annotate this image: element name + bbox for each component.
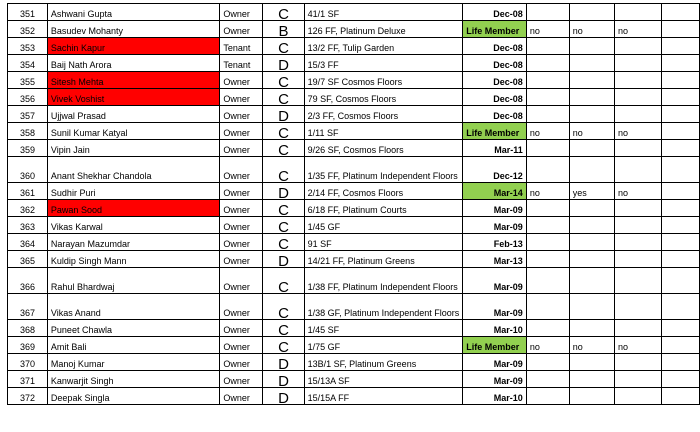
member-since-cell: Mar-10 <box>463 388 527 405</box>
member-since-cell: Mar-14 <box>463 183 527 200</box>
member-number-cell: 353 <box>8 38 48 55</box>
member-flag-2-cell <box>569 268 614 294</box>
member-flag-2-cell <box>569 55 614 72</box>
member-name-cell: Kanwarjit Singh <box>47 371 219 388</box>
member-flag-2-cell <box>569 38 614 55</box>
member-extra-cell <box>661 140 699 157</box>
member-address-cell: 2/3 FF, Cosmos Floors <box>304 106 463 123</box>
member-since-cell: Dec-08 <box>463 72 527 89</box>
member-number-cell: 361 <box>8 183 48 200</box>
member-status-cell: Owner <box>220 89 263 106</box>
table-row <box>8 157 700 183</box>
member-number-cell: 360 <box>8 157 48 183</box>
member-flag-2-cell: no <box>569 337 614 354</box>
table-row <box>8 183 700 200</box>
table-row <box>8 89 700 106</box>
member-number-cell: 370 <box>8 354 48 371</box>
member-since-cell: Life Member <box>463 21 527 38</box>
member-status-cell: Owner <box>220 251 263 268</box>
member-category-cell: C <box>263 320 304 337</box>
member-status-cell: Owner <box>220 157 263 183</box>
table-row <box>8 337 700 354</box>
member-status-cell: Owner <box>220 217 263 234</box>
member-since-cell: Mar-09 <box>463 371 527 388</box>
table-body <box>8 4 700 405</box>
member-flag-3-cell: no <box>614 123 661 140</box>
member-flag-1-cell <box>526 234 569 251</box>
member-status-cell: Owner <box>220 200 263 217</box>
table-row <box>8 38 700 55</box>
member-since-cell: Dec-08 <box>463 106 527 123</box>
member-flag-2-cell <box>569 200 614 217</box>
member-flag-3-cell: no <box>614 21 661 38</box>
member-flag-3-cell: no <box>614 337 661 354</box>
member-category-cell: C <box>263 217 304 234</box>
member-address-cell: 13/2 FF, Tulip Garden <box>304 38 463 55</box>
member-number-cell: 364 <box>8 234 48 251</box>
member-category-cell: C <box>263 72 304 89</box>
member-address-cell: 15/13A SF <box>304 371 463 388</box>
member-since-cell: Life Member <box>463 123 527 140</box>
member-status-cell: Owner <box>220 234 263 251</box>
member-status-cell: Owner <box>220 123 263 140</box>
member-flag-3-cell <box>614 157 661 183</box>
member-status-cell: Owner <box>220 106 263 123</box>
member-status-cell: Owner <box>220 320 263 337</box>
member-category-cell: D <box>263 251 304 268</box>
member-flag-3-cell <box>614 89 661 106</box>
member-flag-1-cell <box>526 388 569 405</box>
member-flag-2-cell <box>569 234 614 251</box>
member-name-cell: Sudhir Puri <box>47 183 219 200</box>
member-flag-2-cell <box>569 354 614 371</box>
member-flag-1-cell <box>526 106 569 123</box>
member-address-cell: 15/3 FF <box>304 55 463 72</box>
member-flag-3-cell <box>614 234 661 251</box>
member-since-cell: Feb-13 <box>463 234 527 251</box>
member-flag-1-cell <box>526 354 569 371</box>
table-row <box>8 55 700 72</box>
member-name-cell: Kuldip Singh Mann <box>47 251 219 268</box>
member-flag-1-cell <box>526 200 569 217</box>
member-address-cell: 1/38 GF, Platinum Independent Floors <box>304 294 463 320</box>
member-flag-3-cell <box>614 106 661 123</box>
member-flag-3-cell <box>614 251 661 268</box>
member-since-cell: Mar-13 <box>463 251 527 268</box>
member-extra-cell <box>661 4 699 21</box>
member-status-cell: Owner <box>220 21 263 38</box>
member-address-cell: 1/35 FF, Platinum Independent Floors <box>304 157 463 183</box>
member-status-cell: Owner <box>220 72 263 89</box>
member-number-cell: 354 <box>8 55 48 72</box>
member-since-cell: Mar-09 <box>463 294 527 320</box>
member-category-cell: B <box>263 21 304 38</box>
member-category-cell: C <box>263 123 304 140</box>
table-row <box>8 388 700 405</box>
member-flag-1-cell <box>526 217 569 234</box>
member-flag-2-cell: no <box>569 123 614 140</box>
table-row <box>8 106 700 123</box>
member-since-cell: Mar-09 <box>463 200 527 217</box>
member-flag-1-cell <box>526 72 569 89</box>
member-status-cell: Tenant <box>220 55 263 72</box>
member-extra-cell <box>661 38 699 55</box>
member-name-cell: Rahul Bhardwaj <box>47 268 219 294</box>
member-name-cell: Deepak Singla <box>47 388 219 405</box>
member-status-cell: Owner <box>220 388 263 405</box>
member-flag-2-cell <box>569 106 614 123</box>
member-number-cell: 368 <box>8 320 48 337</box>
member-flag-3-cell <box>614 354 661 371</box>
member-status-cell: Owner <box>220 268 263 294</box>
table-row <box>8 251 700 268</box>
member-flag-2-cell <box>569 388 614 405</box>
member-address-cell: 1/11 SF <box>304 123 463 140</box>
member-flag-2-cell <box>569 320 614 337</box>
member-address-cell: 19/7 SF Cosmos Floors <box>304 72 463 89</box>
member-flag-1-cell <box>526 371 569 388</box>
member-flag-2-cell <box>569 140 614 157</box>
member-flag-3-cell <box>614 38 661 55</box>
member-extra-cell <box>661 55 699 72</box>
member-flag-3-cell <box>614 388 661 405</box>
member-name-cell: Vikas Anand <box>47 294 219 320</box>
member-since-cell: Mar-10 <box>463 320 527 337</box>
table-row <box>8 4 700 21</box>
member-flag-3-cell <box>614 371 661 388</box>
member-category-cell: C <box>263 157 304 183</box>
member-name-cell: Vipin Jain <box>47 140 219 157</box>
member-flag-2-cell <box>569 72 614 89</box>
member-name-cell: Ashwani Gupta <box>47 4 219 21</box>
member-number-cell: 357 <box>8 106 48 123</box>
member-flag-2-cell <box>569 89 614 106</box>
member-name-cell: Ujjwal Prasad <box>47 106 219 123</box>
member-flag-2-cell <box>569 217 614 234</box>
member-flag-2-cell: yes <box>569 183 614 200</box>
member-status-cell: Owner <box>220 140 263 157</box>
member-flag-2-cell <box>569 294 614 320</box>
member-flag-1-cell: no <box>526 183 569 200</box>
member-flag-3-cell <box>614 217 661 234</box>
member-extra-cell <box>661 123 699 140</box>
member-flag-2-cell <box>569 4 614 21</box>
table-row <box>8 354 700 371</box>
member-category-cell: C <box>263 234 304 251</box>
member-extra-cell <box>661 89 699 106</box>
member-number-cell: 352 <box>8 21 48 38</box>
member-flag-1-cell <box>526 38 569 55</box>
member-since-cell: Mar-09 <box>463 217 527 234</box>
member-status-cell: Owner <box>220 371 263 388</box>
table-row <box>8 200 700 217</box>
member-name-cell: Manoj Kumar <box>47 354 219 371</box>
members-table <box>7 3 700 405</box>
member-since-cell: Mar-09 <box>463 268 527 294</box>
member-flag-1-cell <box>526 294 569 320</box>
member-category-cell: D <box>263 55 304 72</box>
member-extra-cell <box>661 72 699 89</box>
member-since-cell: Mar-09 <box>463 354 527 371</box>
member-flag-1-cell <box>526 268 569 294</box>
member-flag-3-cell <box>614 140 661 157</box>
member-extra-cell <box>661 21 699 38</box>
member-number-cell: 371 <box>8 371 48 388</box>
member-number-cell: 358 <box>8 123 48 140</box>
member-address-cell: 1/45 SF <box>304 320 463 337</box>
member-flag-1-cell: no <box>526 337 569 354</box>
table-row <box>8 320 700 337</box>
member-number-cell: 366 <box>8 268 48 294</box>
table-row <box>8 234 700 251</box>
member-number-cell: 362 <box>8 200 48 217</box>
member-number-cell: 363 <box>8 217 48 234</box>
member-number-cell: 359 <box>8 140 48 157</box>
member-extra-cell <box>661 217 699 234</box>
member-name-cell: Sitesh Mehta <box>47 72 219 89</box>
member-flag-2-cell <box>569 251 614 268</box>
member-address-cell: 1/38 FF, Platinum Independent Floors <box>304 268 463 294</box>
member-extra-cell <box>661 388 699 405</box>
member-number-cell: 372 <box>8 388 48 405</box>
table-row <box>8 268 700 294</box>
member-extra-cell <box>661 157 699 183</box>
member-name-cell: Sachin Kapur <box>47 38 219 55</box>
member-address-cell: 91 SF <box>304 234 463 251</box>
member-number-cell: 351 <box>8 4 48 21</box>
table-row <box>8 371 700 388</box>
table-row <box>8 21 700 38</box>
member-since-cell: Dec-08 <box>463 89 527 106</box>
member-address-cell: 79 SF, Cosmos Floors <box>304 89 463 106</box>
table-row <box>8 217 700 234</box>
member-since-cell: Dec-12 <box>463 157 527 183</box>
member-flag-1-cell <box>526 55 569 72</box>
member-flag-3-cell <box>614 55 661 72</box>
member-flag-1-cell: no <box>526 123 569 140</box>
member-address-cell: 2/14 FF, Cosmos Floors <box>304 183 463 200</box>
member-extra-cell <box>661 371 699 388</box>
member-address-cell: 9/26 SF, Cosmos Floors <box>304 140 463 157</box>
member-address-cell: 1/45 GF <box>304 217 463 234</box>
member-extra-cell <box>661 183 699 200</box>
member-since-cell: Life Member <box>463 337 527 354</box>
member-name-cell: Anant Shekhar Chandola <box>47 157 219 183</box>
member-flag-1-cell <box>526 89 569 106</box>
member-name-cell: Basudev Mohanty <box>47 21 219 38</box>
member-status-cell: Owner <box>220 337 263 354</box>
member-category-cell: C <box>263 200 304 217</box>
member-name-cell: Vikas Karwal <box>47 217 219 234</box>
member-address-cell: 6/18 FF, Platinum Courts <box>304 200 463 217</box>
member-number-cell: 365 <box>8 251 48 268</box>
member-name-cell: Narayan Mazumdar <box>47 234 219 251</box>
member-extra-cell <box>661 251 699 268</box>
member-flag-1-cell <box>526 4 569 21</box>
member-flag-1-cell <box>526 140 569 157</box>
member-flag-3-cell <box>614 294 661 320</box>
member-flag-3-cell: no <box>614 183 661 200</box>
member-flag-1-cell <box>526 251 569 268</box>
table-row <box>8 294 700 320</box>
member-category-cell: C <box>263 38 304 55</box>
member-address-cell: 1/75 GF <box>304 337 463 354</box>
member-since-cell: Dec-08 <box>463 4 527 21</box>
member-address-cell: 14/21 FF, Platinum Greens <box>304 251 463 268</box>
member-flag-3-cell <box>614 320 661 337</box>
member-status-cell: Owner <box>220 294 263 320</box>
member-since-cell: Dec-08 <box>463 55 527 72</box>
member-name-cell: Sunil Kumar Katyal <box>47 123 219 140</box>
member-status-cell: Tenant <box>220 38 263 55</box>
member-status-cell: Owner <box>220 183 263 200</box>
member-since-cell: Mar-11 <box>463 140 527 157</box>
member-category-cell: D <box>263 106 304 123</box>
member-status-cell: Owner <box>220 4 263 21</box>
member-extra-cell <box>661 337 699 354</box>
member-extra-cell <box>661 354 699 371</box>
member-category-cell: C <box>263 89 304 106</box>
member-extra-cell <box>661 294 699 320</box>
member-extra-cell <box>661 268 699 294</box>
member-name-cell: Baij Nath Arora <box>47 55 219 72</box>
member-name-cell: Vivek Voshist <box>47 89 219 106</box>
member-category-cell: D <box>263 354 304 371</box>
member-flag-3-cell <box>614 72 661 89</box>
member-extra-cell <box>661 234 699 251</box>
member-flag-2-cell <box>569 371 614 388</box>
member-flag-2-cell: no <box>569 21 614 38</box>
member-category-cell: C <box>263 268 304 294</box>
member-address-cell: 126 FF, Platinum Deluxe <box>304 21 463 38</box>
member-extra-cell <box>661 320 699 337</box>
member-flag-2-cell <box>569 157 614 183</box>
table-row <box>8 123 700 140</box>
member-name-cell: Pawan Sood <box>47 200 219 217</box>
member-category-cell: C <box>263 294 304 320</box>
member-address-cell: 15/15A FF <box>304 388 463 405</box>
member-status-cell: Owner <box>220 354 263 371</box>
member-category-cell: D <box>263 371 304 388</box>
member-flag-3-cell <box>614 268 661 294</box>
member-flag-1-cell <box>526 320 569 337</box>
member-name-cell: Amit Bali <box>47 337 219 354</box>
member-flag-1-cell <box>526 157 569 183</box>
member-address-cell: 13B/1 SF, Platinum Greens <box>304 354 463 371</box>
member-number-cell: 356 <box>8 89 48 106</box>
member-number-cell: 369 <box>8 337 48 354</box>
table-row <box>8 140 700 157</box>
member-name-cell: Puneet Chawla <box>47 320 219 337</box>
member-number-cell: 355 <box>8 72 48 89</box>
member-flag-1-cell: no <box>526 21 569 38</box>
member-address-cell: 41/1 SF <box>304 4 463 21</box>
member-flag-3-cell <box>614 4 661 21</box>
member-number-cell: 367 <box>8 294 48 320</box>
member-category-cell: D <box>263 183 304 200</box>
member-category-cell: C <box>263 337 304 354</box>
member-flag-3-cell <box>614 200 661 217</box>
member-category-cell: C <box>263 4 304 21</box>
member-extra-cell <box>661 106 699 123</box>
member-extra-cell <box>661 200 699 217</box>
table-row <box>8 72 700 89</box>
member-category-cell: C <box>263 140 304 157</box>
member-since-cell: Dec-08 <box>463 38 527 55</box>
member-category-cell: D <box>263 388 304 405</box>
